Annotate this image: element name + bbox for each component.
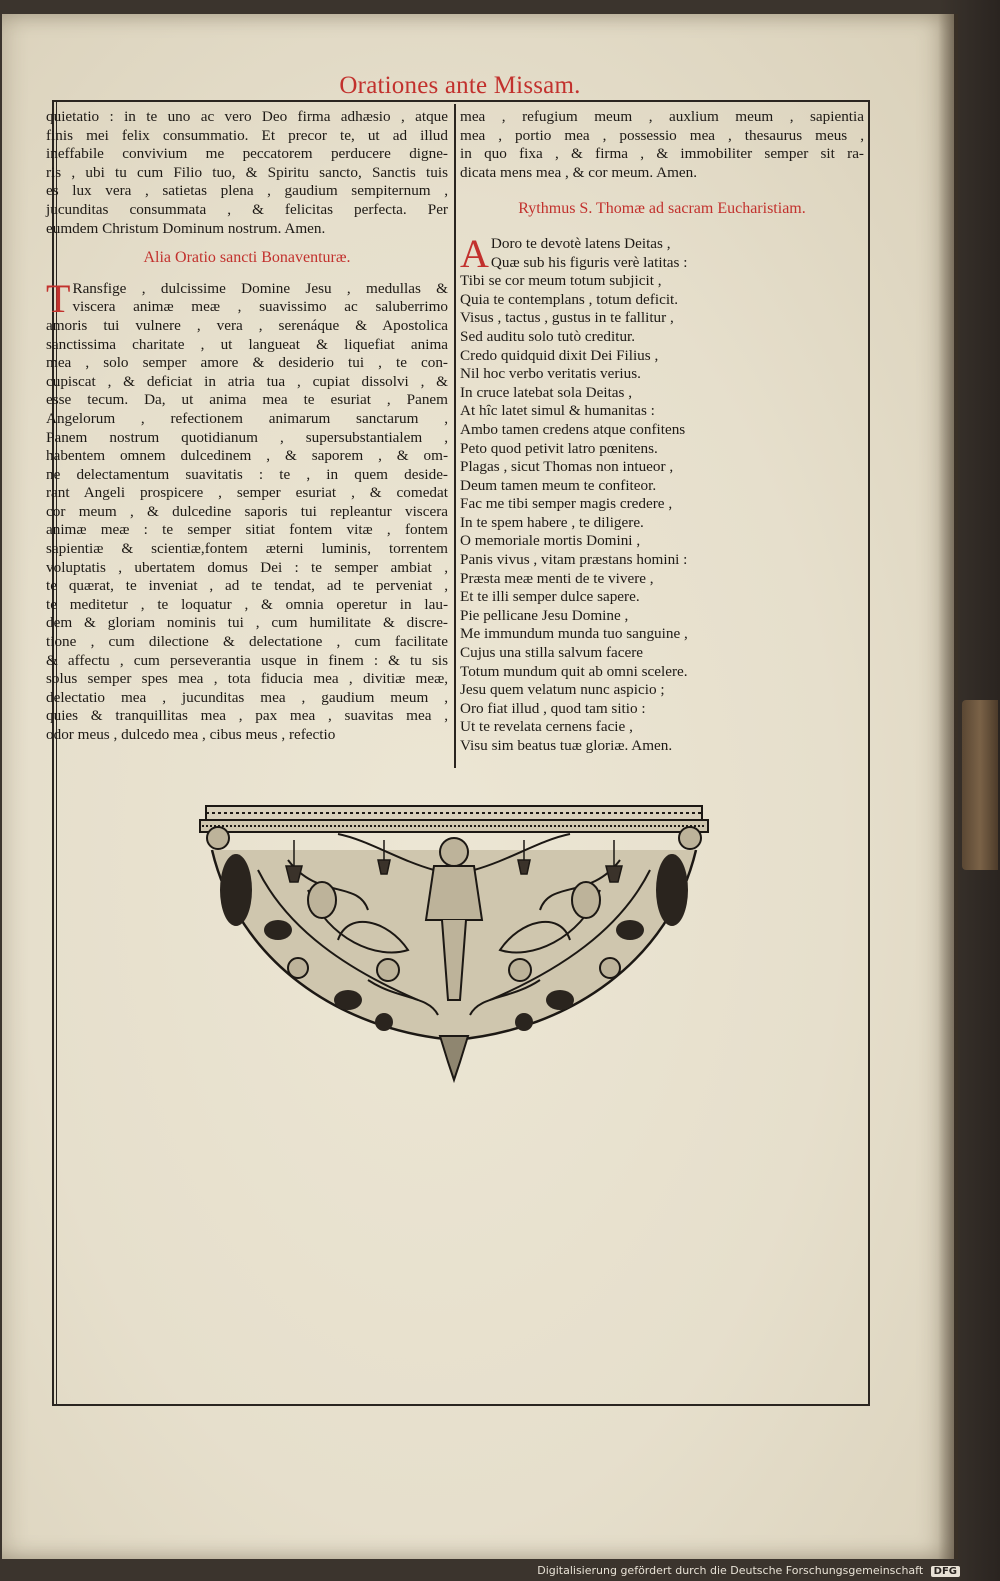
bookmark-ribbon bbox=[962, 700, 998, 870]
left-intro-paragraph bbox=[46, 108, 448, 238]
text-line: te quærat, te inveniat , ad te tendat, ad te perveniat , bbox=[46, 577, 448, 595]
text-line: Angelorum , refectionem animarum sanctarum , bbox=[46, 409, 448, 427]
footer-credit bbox=[537, 1564, 960, 1577]
right-intro-paragraph bbox=[460, 108, 864, 182]
verse-line: Nil hoc verbo veritatis verius. bbox=[460, 365, 641, 383]
text-line: in quo fixa , & firma , & immobiliter semper sit ra- bbox=[460, 145, 864, 163]
text-line: dicata mens mea , & cor meum. Amen. bbox=[460, 163, 698, 181]
text-line: Panem nostrum quotidianum , supersubstantialem , bbox=[46, 428, 448, 446]
verse-line: Fac me tibi semper magis credere , bbox=[460, 495, 673, 513]
verse-line: Credo quidquid dixit Dei Filius , bbox=[460, 346, 659, 364]
text-line: ne delectamentum suavitatis : te , in quem deside- bbox=[46, 465, 448, 483]
verse-line: Sed auditu solo tutò creditur. bbox=[460, 327, 636, 345]
verse-line: Deum tamen meum te confiteor. bbox=[460, 476, 657, 494]
text-line: cor meum , & dulcedine saporis tui repleantur viscera bbox=[46, 502, 448, 520]
thomas-rhythm bbox=[460, 230, 864, 756]
verse-line: In te spem habere , te diligere. bbox=[460, 513, 644, 531]
text-line: viscera animæ meæ , suavissimo ac saluberrimo bbox=[72, 298, 448, 316]
thomas-heading: Rythmus S. Thomæ ad sacram Eucharistiam. bbox=[518, 200, 806, 218]
text-line: dem & gloriam nominis tui , cum humilitate & discre- bbox=[46, 614, 448, 632]
verse-line: Et te illi semper dulce sapere. bbox=[460, 588, 640, 606]
right-column bbox=[460, 108, 864, 756]
text-line: finis mei felix consummatio. Et precor te, ut ad illud bbox=[46, 126, 448, 144]
text-line: esse tecum. Da, ut anima mea te esuriat , Panem bbox=[46, 391, 448, 409]
text-line: mea , solo semper amore & desiderio tui , te con- bbox=[46, 354, 448, 372]
column-divider bbox=[454, 104, 456, 768]
dfg-logo: DFG bbox=[931, 1566, 960, 1577]
text-line: Ransfige , dulcissime Domine Jesu , medullas & bbox=[72, 279, 448, 297]
verse-line: Ambo tamen credens atque confitens bbox=[460, 420, 686, 438]
verse-line: Totum mundum quit ab omni scelere. bbox=[460, 662, 688, 680]
text-line: ris , ubi tu cum Filio tuo, & Spiritu sancto, Sanctis tuis bbox=[46, 163, 448, 181]
text-line: mea , refugium meum , auxlium meum , sapientia bbox=[460, 108, 864, 125]
verse-line: Visu sim beatus tuæ gloriæ. Amen. bbox=[460, 737, 673, 754]
bonaventura-heading: Alia Oratio sancti Bonaventuræ. bbox=[143, 249, 351, 267]
text-line: cupiscat , & deficiat in atria tua , cupiat dissolvi , & bbox=[46, 372, 448, 390]
verse-line: Oro fiat illud , quod tam sitio : bbox=[460, 699, 646, 717]
text-line: ineffabile convivium me peccatorem perducere digne- bbox=[46, 145, 448, 163]
text-line: es lux vera , satietas plena , gaudium sempiternum , bbox=[46, 182, 448, 200]
text-line: eumdem Christum Dominum nostrum. Amen. bbox=[46, 219, 326, 237]
text-line: mea , portio mea , possessio mea , thesaurus meus , bbox=[460, 126, 864, 144]
verse-line: Pie pellicane Jesu Domine , bbox=[460, 606, 629, 624]
running-head: Orationes ante Missam. bbox=[339, 72, 581, 99]
verse-line: Tibi se cor meum totum subjicit , bbox=[460, 272, 662, 290]
verse-line: Me immundum munda tuo sanguine , bbox=[460, 625, 688, 643]
verse-line: Peto quod petivit latro pœnitens. bbox=[460, 439, 658, 457]
verse-line: Præsta meæ menti de te vivere , bbox=[460, 569, 654, 587]
verse-line: Quæ sub his figuris verè latitas : bbox=[490, 253, 688, 271]
verse-line: Ut te revelata cernens facie , bbox=[460, 718, 633, 736]
text-line: odor meus , dulcedo mea , cibus meus , refectio bbox=[46, 726, 336, 743]
verse-line: Jesu quem velatum nunc aspicio ; bbox=[460, 681, 665, 699]
text-line: tione , cum dilectione & delectatione , cum facilitate bbox=[46, 633, 448, 651]
ornament-woodcut bbox=[198, 800, 710, 1084]
left-column bbox=[46, 108, 448, 745]
text-line: & affectu , cum perseverantia usque in finem : & tu sis bbox=[46, 651, 448, 669]
text-line: habentem omnem dulcedinem , & saporem , & om- bbox=[46, 447, 448, 465]
verse-line: Visus , tactus , gustus in te fallitur , bbox=[460, 309, 674, 327]
text-line: quies & tranquillitas mea , pax mea , suavitas mea , bbox=[46, 707, 448, 725]
verse-line: O memoriale mortis Domini , bbox=[460, 532, 641, 550]
text-line: sapientiæ & scientiæ,fontem æterni luminis, torrentem bbox=[46, 540, 448, 558]
bonaventura-prayer bbox=[46, 275, 448, 745]
verse-line: Panis vivus , vitam præstans homini : bbox=[460, 551, 688, 569]
verse-line: At hîc latet simul & humanitas : bbox=[460, 402, 655, 420]
verse-line: Doro te devotè latens Deitas , bbox=[490, 234, 671, 252]
verse-line: In cruce latebat sola Deitas , bbox=[460, 383, 633, 401]
text-line: jucunditas consummata , & felicitas perfecta. Per bbox=[46, 200, 448, 218]
text-line: sanctissima charitate , ut langueat & liquefiat anima bbox=[46, 335, 448, 353]
verse-line: Cujus una stilla salvum facere bbox=[460, 644, 644, 662]
text-line: rant Angeli prospicere , semper esuriat , & comedat bbox=[46, 484, 448, 502]
dropcap-t: T bbox=[46, 275, 71, 321]
verse-line: Quia te contemplans , totum deficit. bbox=[460, 290, 679, 308]
dropcap-a: A bbox=[460, 230, 489, 276]
text-line: animæ meæ : te semper sitiat fontem vitæ , fontem bbox=[46, 521, 448, 539]
verse-line: Plagas , sicut Thomas non intueor , bbox=[460, 458, 674, 476]
text-line: amoris tui vulnere , vera , serenáque & Apostolica bbox=[46, 316, 448, 334]
text-line: voluptatis , ubertatem domus Dei : te semper ambiat , bbox=[46, 558, 448, 576]
text-line: solus semper spes mea , tota fiducia mea , divitiæ meæ, bbox=[46, 670, 448, 688]
text-line: quietatio : in te uno ac vero Deo firma adhæsio , atque bbox=[46, 108, 448, 125]
page-gutter-shade bbox=[938, 14, 958, 1559]
text-line: te meditetur , te loquatur , & omnia operetur in lau- bbox=[46, 595, 448, 613]
footer-credit-text: Digitalisierung gefördert durch die Deutsche Forschungsgemeinschaft bbox=[537, 1564, 924, 1577]
text-line: delectatio mea , jucunditas mea , gaudium meum , bbox=[46, 688, 448, 706]
